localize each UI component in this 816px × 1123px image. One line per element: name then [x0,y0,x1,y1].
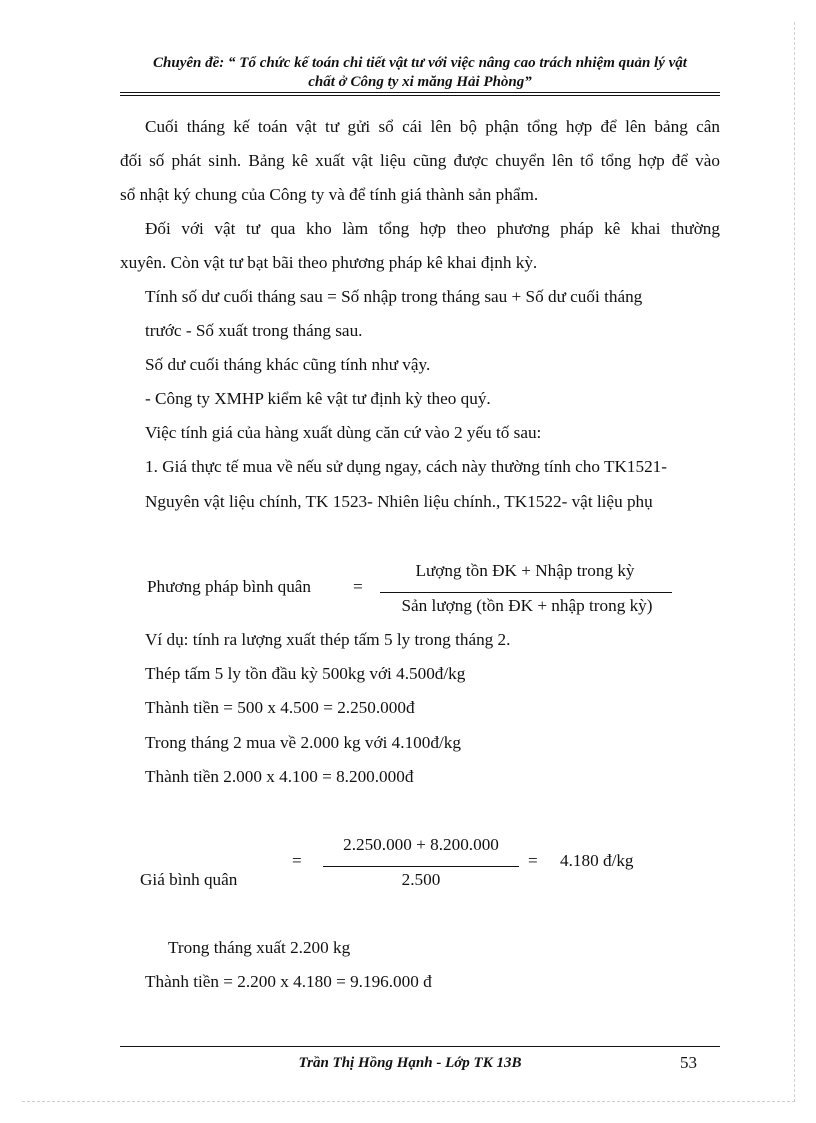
formula-1-numerator: Lượng tồn ĐK + Nhập trong kỳ [415,561,635,580]
formula-2-equals-2: = [528,851,538,870]
paragraph-1-line-1: Cuối tháng kế toán vật tư gửi sổ cái lên bộ phận tổng hợp để lên bảng cân [145,117,720,136]
formula-1-equals: = [353,577,363,596]
paragraph-7-line-1: 1. Giá thực tế mua về nếu sử dụng ngay, cách này thường tính cho TK1521- [145,457,667,476]
example-line-4: Trong tháng 2 mua về 2.000 kg với 4.100đ/kg [145,733,461,752]
example-line-2: Thép tấm 5 ly tồn đầu kỳ 500kg với 4.500đ/kg [145,664,466,683]
paragraph-1-line-3: sổ nhật ký chung của Công ty và để tính giá thành sản phẩm. [120,185,539,204]
paragraph-4: Số dư cuối tháng khác cũng tính như vậy. [145,355,431,374]
after-line-2: Thành tiền = 2.200 x 4.180 = 9.196.000 đ [145,972,432,991]
footer-author: Trần Thị Hồng Hạnh - Lớp TK 13B [298,1055,522,1071]
paragraph-1-line-2: đối số phát sinh. Bảng kê xuất vật liệu cũng được chuyển lên tổ tổng hợp để vào [120,151,720,170]
header-line-1: Chuyên đề: “ Tổ chức kế toán chi tiết vật tư với việc nâng cao trách nhiệm quản lý vật [153,55,687,71]
example-line-1: Ví dụ: tính ra lượng xuất thép tấm 5 ly trong tháng 2. [145,630,511,649]
paragraph-6: Việc tính giá của hàng xuất dùng căn cứ vào 2 yếu tố sau: [145,423,542,442]
formula-2-label: Giá bình quân [140,870,238,889]
formula-2-equals: = [292,851,302,870]
page-number: 53 [680,1053,697,1072]
header-rule [120,92,720,96]
paragraph-3-line-1: Tính số dư cuối tháng sau = Số nhập trong tháng sau + Số dư cuối tháng [145,287,643,306]
example-line-5: Thành tiền 2.000 x 4.100 = 8.200.000đ [145,767,414,786]
header-line-2: chất ở Công ty xi măng Hải Phòng” [308,74,532,90]
example-line-3: Thành tiền = 500 x 4.500 = 2.250.000đ [145,698,415,717]
paragraph-7-line-2: Nguyên vật liệu chính, TK 1523- Nhiên liệu chính., TK1522- vật liệu phụ [145,492,653,511]
footer-rule [120,1046,720,1047]
page-header [120,54,720,92]
formula-1-denominator: Sản lượng (tồn ĐK + nhập trong kỳ) [401,596,653,615]
formula-1-label: Phương pháp bình quân [147,577,312,596]
formula-2-denominator: 2.500 [401,870,441,889]
paragraph-2-line-2: xuyên. Còn vật tư bạt bãi theo phương pháp kê khai định kỳ. [120,253,538,272]
formula-2-result: 4.180 đ/kg [560,851,634,870]
paragraph-3-line-2: trước - Số xuất trong tháng sau. [145,321,363,340]
formula-2-fraction-bar [323,866,519,867]
paragraph-5: - Công ty XMHP kiểm kê vật tư định kỳ theo quý. [145,389,491,408]
paragraph-2-line-1: Đối với vật tư qua kho làm tổng hợp theo phương pháp kê khai thường [145,219,720,238]
formula-2-numerator: 2.250.000 + 8.200.000 [343,835,499,854]
after-line-1: Trong tháng xuất 2.200 kg [168,938,351,957]
formula-1-fraction-bar [380,592,672,593]
